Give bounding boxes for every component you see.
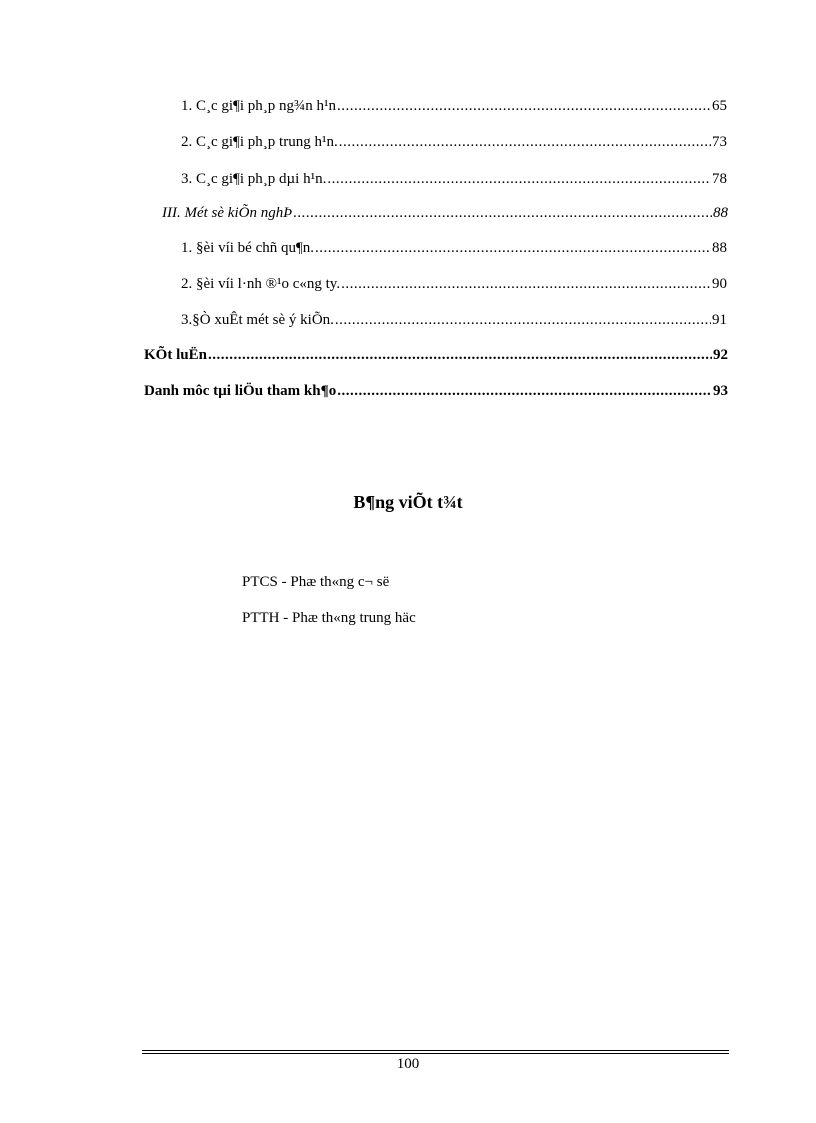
toc-leader (293, 205, 712, 222)
toc-leader (339, 134, 711, 151)
toc-entry-label: 2. §èi víi l·nh ®¹o c«ng ty. (181, 276, 341, 292)
toc-entry-label: 3. C¸c gi¶i ph¸p dµi h¹n. (181, 171, 327, 187)
toc-entry (181, 134, 727, 151)
toc-entry (181, 312, 727, 329)
toc-entry (181, 276, 727, 293)
toc-entry (181, 240, 727, 257)
toc-leader (341, 276, 711, 293)
toc-entry-label: 3.§Ò xuÊt mét sè ý kiÕn. (181, 312, 334, 328)
toc-leader (208, 347, 712, 364)
toc-entry-page: 78 (712, 171, 727, 187)
toc-leader (337, 383, 712, 400)
toc-entry-page: 88 (713, 205, 728, 221)
toc-entry-label: III. Mét sè kiÕn nghÞ (162, 205, 293, 221)
abbreviation-item: PTTH - Phæ th«ng trung häc (242, 610, 416, 626)
toc-entry-page: 88 (712, 240, 727, 256)
toc-leader (335, 312, 711, 329)
toc-leader (327, 171, 711, 188)
abbreviations-heading: B¶ng viÕt t¾t (353, 492, 463, 512)
toc-section-entry (162, 205, 728, 222)
toc-leader (315, 240, 711, 257)
toc-entry-page: 65 (712, 98, 727, 114)
page-number: 100 (396, 1056, 420, 1072)
toc-entry-label: 2. C¸c gi¶i ph¸p trung h¹n. (181, 134, 338, 150)
toc-entry-label: Danh môc tµi liÖu tham kh¶o (144, 383, 337, 399)
footer-divider (142, 1050, 729, 1054)
toc-entry-page: 93 (713, 383, 728, 399)
toc-entry-label: KÕt luËn (144, 347, 207, 363)
toc-entry-page: 90 (712, 276, 727, 292)
toc-entry-page: 92 (713, 347, 728, 363)
toc-entry (181, 171, 727, 188)
toc-chapter-entry (144, 383, 728, 400)
toc-chapter-entry (144, 347, 728, 364)
toc-entry-page: 73 (712, 134, 727, 150)
toc-leader (337, 98, 711, 115)
toc-entry-page: 91 (712, 312, 727, 328)
toc-entry (181, 98, 727, 115)
toc-entry-label: 1. C¸c gi¶i ph¸p ng¾n h¹n (181, 98, 337, 114)
toc-entry-label: 1. §èi víi bé chñ qu¶n. (181, 240, 315, 256)
abbreviation-item: PTCS - Phæ th«ng c¬ së (242, 574, 390, 590)
